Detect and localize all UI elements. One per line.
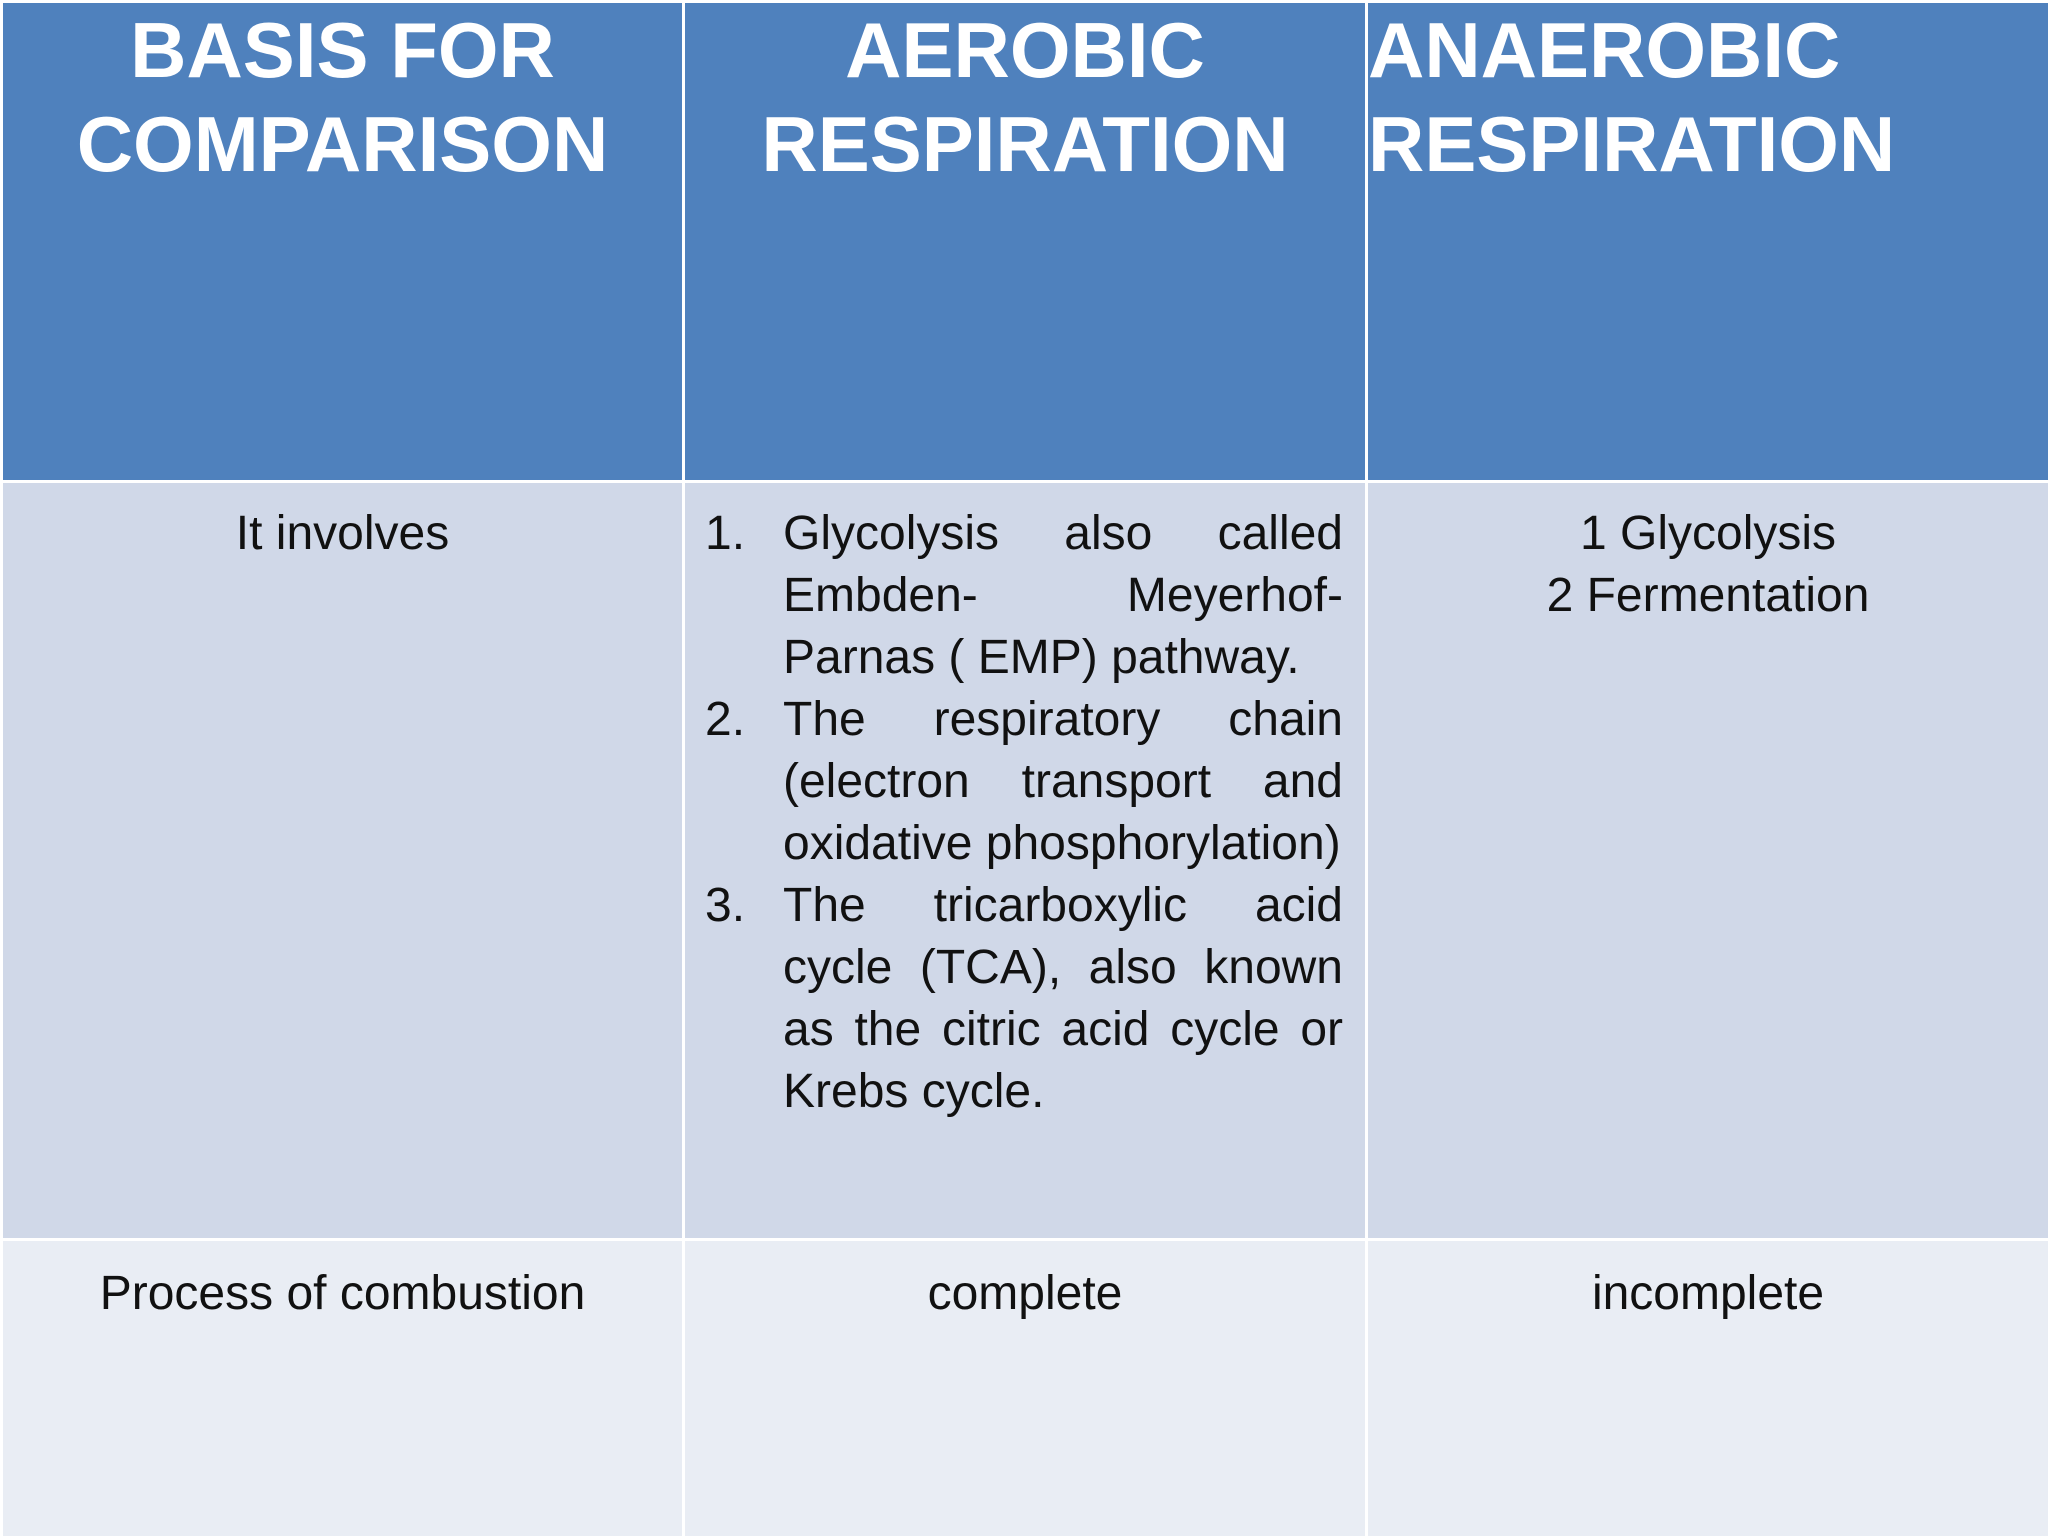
anaerobic-cell bbox=[1367, 482, 2048, 1240]
aerobic-cell: complete bbox=[684, 1240, 1367, 1538]
header-line: RESPIRATION bbox=[1368, 97, 2048, 191]
header-line: AEROBIC bbox=[685, 3, 1365, 97]
aerobic-steps-list bbox=[685, 503, 1365, 1123]
anaerobic-item: 2 Fermentation bbox=[1368, 565, 2048, 627]
list-item bbox=[705, 503, 1343, 689]
basis-cell: It involves bbox=[2, 482, 684, 1240]
table-row bbox=[2, 482, 2048, 1240]
list-item-text: The tricarboxylic acid cycle (TCA), also known as the citric acid cycle or Krebs cycle. bbox=[783, 875, 1343, 1123]
table-row bbox=[2, 1240, 2048, 1538]
list-item-text: Glycolysis also called Embden- Meyerhof-Parnas ( EMP) pathway. bbox=[783, 503, 1343, 689]
list-item-number: 3. bbox=[705, 875, 783, 937]
header-line: COMPARISON bbox=[3, 97, 682, 191]
header-aerobic-respiration bbox=[684, 2, 1367, 482]
basis-cell: Process of combustion bbox=[2, 1240, 684, 1538]
anaerobic-cell: incomplete bbox=[1367, 1240, 2048, 1538]
list-item bbox=[705, 689, 1343, 875]
list-item-number: 2. bbox=[705, 689, 783, 751]
table-header-row bbox=[2, 2, 2048, 482]
header-line: BASIS FOR bbox=[3, 3, 682, 97]
header-anaerobic-respiration bbox=[1367, 2, 2048, 482]
header-line: ANAEROBIC bbox=[1368, 3, 2048, 97]
list-item-text: The respiratory chain (electron transport and oxidative phosphorylation) bbox=[783, 689, 1343, 875]
anaerobic-item: 1 Glycolysis bbox=[1368, 503, 2048, 565]
aerobic-cell bbox=[684, 482, 1367, 1240]
header-basis-for-comparison bbox=[2, 2, 684, 482]
list-item-number: 1. bbox=[705, 503, 783, 565]
header-line: RESPIRATION bbox=[685, 97, 1365, 191]
list-item bbox=[705, 875, 1343, 1123]
